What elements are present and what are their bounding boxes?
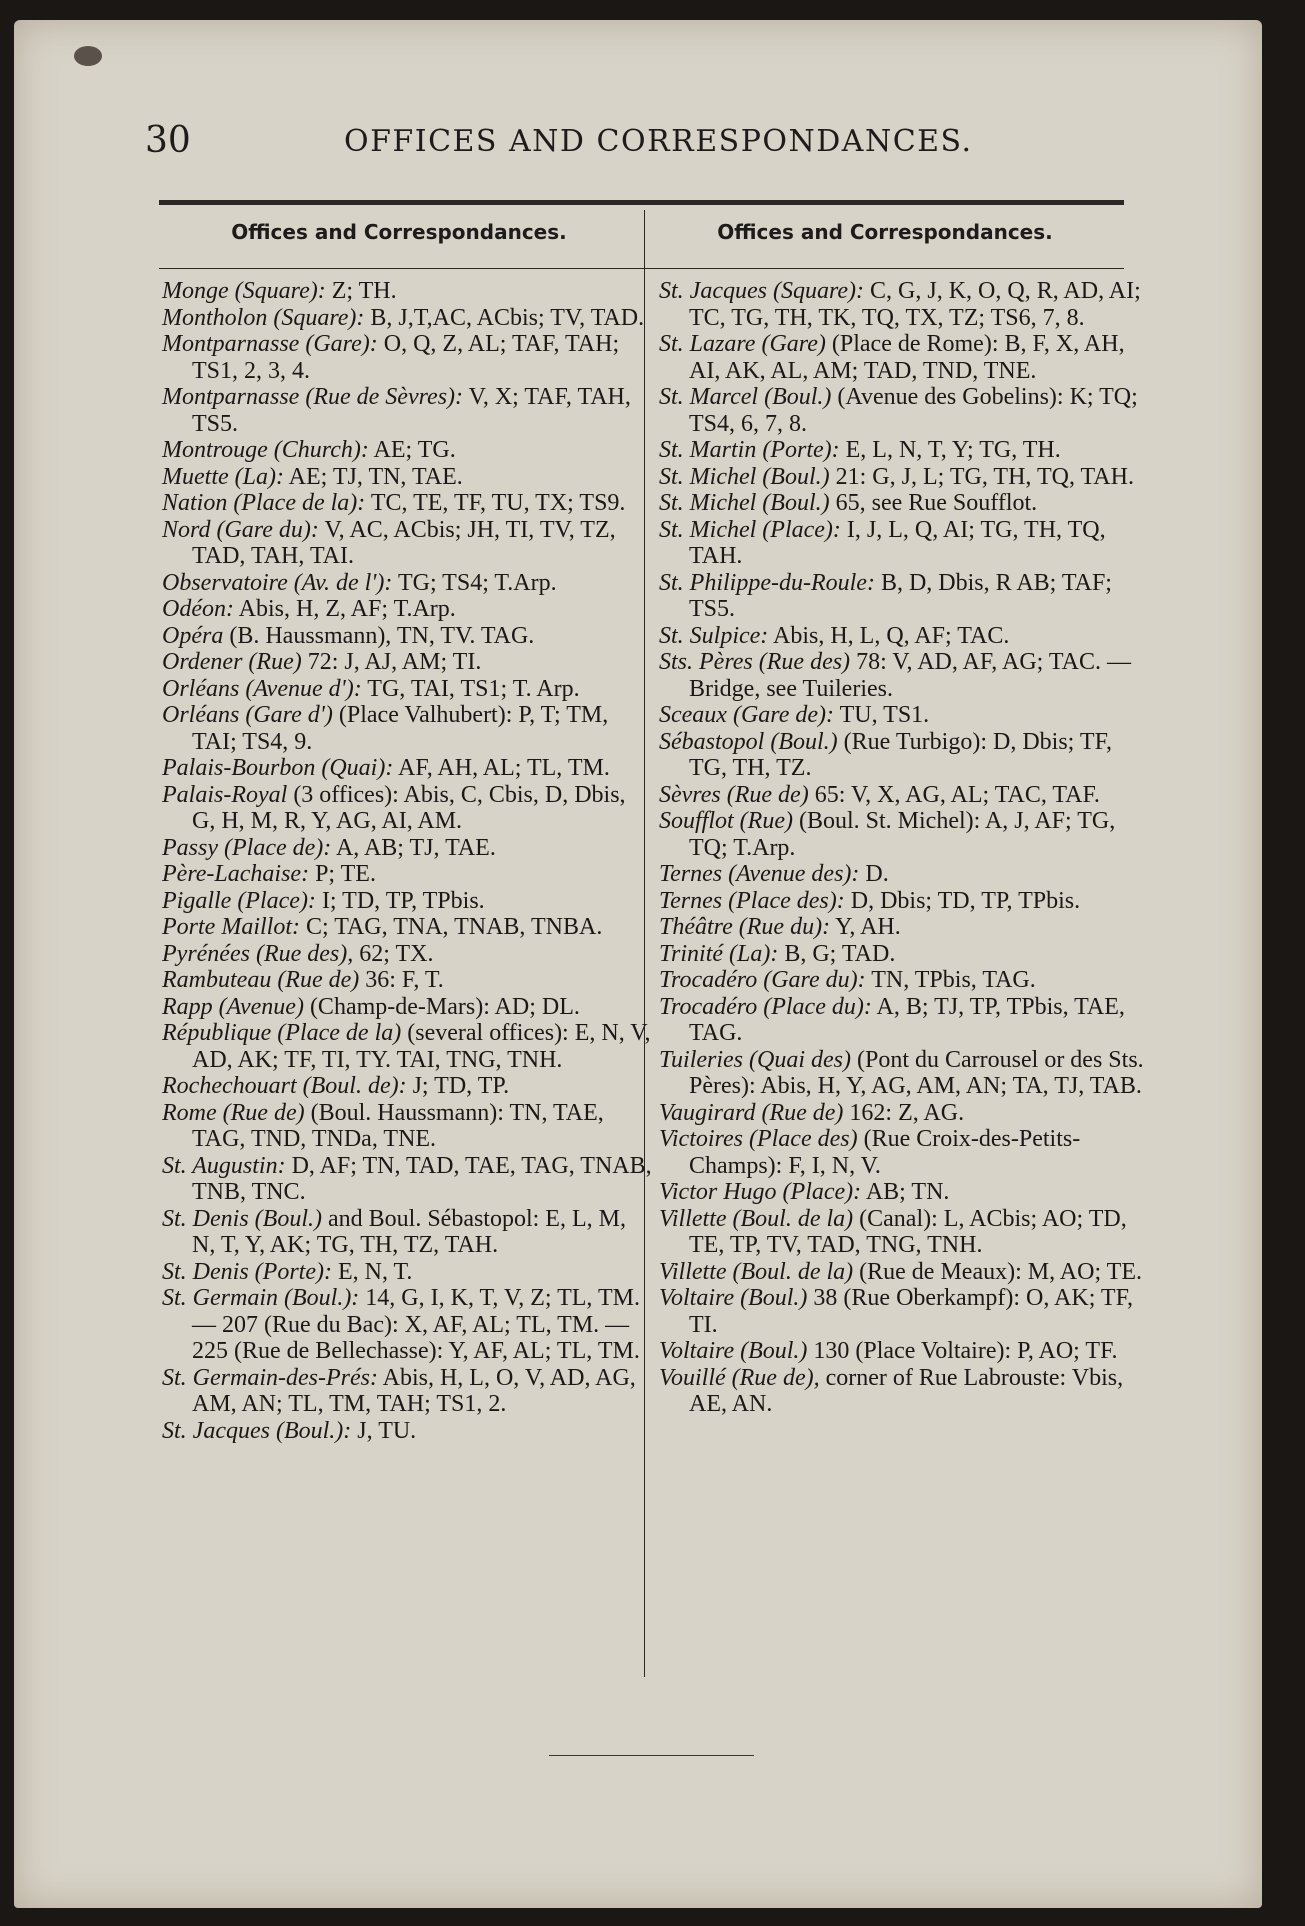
office-entry: [659, 1126, 1149, 1179]
office-entry: [162, 384, 652, 437]
office-name: St. Germain-des-Prés:: [162, 1364, 378, 1391]
office-entry: [659, 1338, 1149, 1365]
office-correspondances: (Boul. St. Michel): A, J, AF; TG, TQ; T.Arp.: [689, 808, 1116, 861]
office-name: Victoires (Place des): [659, 1126, 858, 1152]
office-entry: [659, 1179, 1149, 1206]
office-correspondances: AE; TJ, TN, TAE.: [283, 463, 463, 490]
office-correspondances: C, G, J, K, O, Q, R, AD, AI; TC, TG, TH, TK, TQ, TX, TZ; TS6, 7, 8.: [689, 278, 1141, 331]
office-entry: [659, 729, 1149, 782]
office-name: Vouillé (Rue de),: [659, 1364, 820, 1391]
office-correspondances: Abis, H, L, O, V, AD, AG, AM, AN; TL, TM, TAH; TS1, 2.: [192, 1364, 636, 1417]
office-entry: [162, 914, 652, 941]
office-entry: [659, 437, 1149, 464]
office-name: Passy (Place de):: [162, 834, 332, 861]
book-page: [14, 20, 1262, 1908]
office-correspondances: 36: F, T.: [359, 967, 444, 993]
office-correspondances: 162: Z, AG.: [843, 1099, 965, 1126]
office-entry: [162, 1418, 652, 1445]
office-entry: [162, 649, 652, 676]
office-correspondances: 65, see Rue Soufflot.: [829, 490, 1038, 516]
office-name: St. Philippe-du-Roule:: [659, 569, 875, 596]
office-entry: [162, 676, 652, 703]
office-name: Sèvres (Rue de): [659, 781, 809, 808]
office-name: Soufflot (Rue): [659, 808, 793, 834]
office-correspondances: V, X; TAF, TAH, TS5.: [192, 384, 631, 437]
office-name: St. Denis (Boul.): [162, 1205, 322, 1232]
office-name: St. Jacques (Square):: [659, 278, 865, 304]
office-correspondances: D, Dbis; TD, TP, TPbis.: [844, 887, 1081, 914]
office-correspondances: 65: V, X, AG, AL; TAC, TAF.: [808, 781, 1100, 808]
office-name: St. Michel (Boul.): [659, 490, 830, 516]
office-entry: [659, 888, 1149, 915]
office-entry: [659, 994, 1149, 1047]
office-correspondances: (Avenue des Gobelins): K; TQ; TS4, 6, 7, 8.: [689, 384, 1138, 437]
office-correspondances: A, B; TJ, TP, TPbis, TAE, TAG.: [689, 993, 1125, 1046]
office-entry: [162, 1206, 652, 1259]
office-correspondances: TC, TE, TF, TU, TX; TS9.: [365, 490, 626, 516]
office-correspondances: B, J,T,AC, ACbis; TV, TAD.: [364, 304, 645, 331]
office-entry: [659, 570, 1149, 623]
office-correspondances: 62; TX.: [353, 940, 434, 967]
office-entry: [659, 702, 1149, 729]
office-name: Montholon (Square):: [162, 304, 365, 331]
footer-rule: [549, 1755, 754, 1756]
office-correspondances: (3 offices): Abis, C, Cbis, D, Dbis, G, H, M, R, Y, AG, AI, AM.: [192, 781, 626, 834]
office-name: Sceaux (Gare de):: [659, 702, 835, 728]
office-correspondances: AF, AH, AL; TL, TM.: [393, 755, 610, 781]
office-correspondances: AB; TN.: [861, 1179, 950, 1205]
office-correspondances: Z; TH.: [325, 278, 397, 304]
office-entry: [162, 1259, 652, 1286]
office-entry: [659, 623, 1149, 650]
office-name: St. Marcel (Boul.): [659, 384, 832, 410]
office-name: Porte Maillot:: [162, 914, 300, 940]
office-name: Montparnasse (Rue de Sèvres):: [162, 384, 464, 410]
office-entry: [162, 782, 652, 835]
office-entry: [659, 1259, 1149, 1286]
office-correspondances: (Pont du Carrousel or des Sts. Pères): Abis, H, Y, AG, AM, AN; TA, TJ, TAB.: [689, 1046, 1144, 1099]
office-correspondances: 130 (Place Voltaire): P, AO; TF.: [807, 1338, 1118, 1364]
office-entry: [659, 967, 1149, 994]
office-name: Opéra: [162, 622, 224, 649]
office-correspondances: (Rue Croix-des-Petits-Champs): F, I, N, V.: [689, 1126, 1081, 1179]
office-correspondances: Abis, H, Z, AF; T.Arp.: [233, 596, 456, 622]
office-name: Ordener (Rue): [162, 649, 302, 675]
column-header-rule: [159, 268, 1124, 269]
office-name: St. Michel (Boul.): [659, 463, 830, 490]
office-name: Père-Lachaise:: [162, 861, 310, 887]
office-correspondances: (B. Haussmann), TN, TV. TAG.: [223, 622, 535, 649]
office-entry: [659, 1100, 1149, 1127]
office-name: Rambuteau (Rue de): [162, 967, 360, 993]
office-correspondances: D.: [859, 861, 889, 887]
office-correspondances: (several offices): E, N, V, AD, AK; TF, TI, TY. TAI, TNG, TNH.: [192, 1020, 651, 1073]
office-entry: [659, 517, 1149, 570]
office-correspondances: D, AF; TN, TAD, TAE, TAG, TNAB, TNB, TNC.: [192, 1152, 652, 1205]
office-name: Ternes (Place des):: [659, 887, 845, 914]
office-entry: [659, 808, 1149, 861]
office-name: Villette (Boul. de la): [659, 1258, 854, 1285]
office-correspondances: E, N, T.: [331, 1258, 413, 1285]
office-entry: [162, 437, 652, 464]
office-entry: [659, 1285, 1149, 1338]
office-correspondances: B, G; TAD.: [778, 940, 896, 967]
office-entry: [162, 464, 652, 491]
office-entry: [659, 941, 1149, 968]
office-entry: [162, 861, 652, 888]
office-correspondances: (Boul. Haussmann): TN, TAE, TAG, TND, TNDa, TNE.: [192, 1099, 604, 1152]
office-name: Victor Hugo (Place):: [659, 1179, 862, 1205]
office-entry: [162, 517, 652, 570]
office-correspondances: TN, TPbis, TAG.: [865, 967, 1036, 993]
office-correspondances: P; TE.: [309, 861, 376, 887]
office-entry: [162, 994, 652, 1021]
office-entry: [162, 888, 652, 915]
office-entry: [659, 861, 1149, 888]
office-correspondances: (Champ-de-Mars): AD; DL.: [303, 993, 580, 1020]
office-name: Montrouge (Church):: [162, 437, 369, 463]
office-entry: [162, 305, 652, 332]
office-entry: [659, 278, 1149, 331]
office-name: Rochechouart (Boul. de):: [162, 1073, 407, 1099]
office-name: République (Place de la): [162, 1020, 402, 1046]
office-entry: [659, 464, 1149, 491]
office-entry: [162, 1020, 652, 1073]
page-number: 30: [145, 120, 191, 161]
office-correspondances: A, AB; TJ, TAE.: [331, 834, 496, 861]
running-head: OFFICES AND CORRESPONDANCES.: [344, 124, 973, 159]
office-entry: [162, 835, 652, 862]
office-entry: [659, 331, 1149, 384]
office-entry: [162, 702, 652, 755]
office-correspondances: I; TD, TP, TPbis.: [315, 887, 485, 914]
office-name: Muette (La):: [162, 463, 284, 490]
office-correspondances: 38 (Rue Oberkampf): O, AK; TF, TI.: [689, 1285, 1134, 1338]
left-column-header: Offices and Correspondances.: [231, 220, 567, 244]
office-correspondances: J; TD, TP.: [406, 1073, 510, 1099]
office-name: Trocadéro (Place du):: [659, 993, 872, 1020]
office-name: Vaugirard (Rue de): [659, 1099, 844, 1126]
office-correspondances: I, J, L, Q, AI; TG, TH, TQ, TAH.: [689, 516, 1106, 569]
office-name: Odéon:: [162, 596, 234, 622]
office-entry: [162, 623, 652, 650]
office-entry: [162, 570, 652, 597]
office-entry: [162, 596, 652, 623]
right-column: [659, 278, 1149, 1418]
office-correspondances: (Canal): L, ACbis; AO; TD, TE, TP, TV, TAD, TNG, TNH.: [689, 1205, 1127, 1258]
office-correspondances: (Place de Rome): B, F, X, AH, AI, AK, AL, AM; TAD, TND, TNE.: [689, 331, 1125, 384]
office-name: Observatoire (Av. de l'):: [162, 569, 393, 596]
office-name: Trocadéro (Gare du):: [659, 967, 866, 993]
header-rule: [159, 200, 1124, 205]
office-entry: [162, 331, 652, 384]
office-entry: [659, 490, 1149, 517]
office-correspondances: and Boul. Sébastopol: E, L, M, N, T, Y, AK; TG, TH, TZ, TAH.: [192, 1205, 626, 1258]
office-correspondances: (Rue de Meaux): M, AO; TE.: [853, 1258, 1142, 1285]
office-correspondances: 14, G, I, K, T, V, Z; TL, TM. — 207 (Rue du Bac): X, AF, AL; TL, TM. — 225 (Rue de Bellechasse): Y, AF, AL; TL, TM.: [192, 1285, 640, 1364]
office-entry: [162, 278, 652, 305]
office-correspondances: B, D, Dbis, R AB; TAF; TS5.: [689, 569, 1112, 622]
office-name: Tuileries (Quai des): [659, 1046, 851, 1073]
office-correspondances: 72: J, AJ, AM; TI.: [301, 649, 482, 675]
office-name: St. Sulpice:: [659, 622, 769, 649]
office-correspondances: AE; TG.: [368, 437, 456, 463]
office-name: St. Michel (Place):: [659, 516, 841, 543]
office-entry: [659, 649, 1149, 702]
office-name: Ternes (Avenue des):: [659, 861, 860, 887]
office-name: St. Jacques (Boul.):: [162, 1417, 352, 1444]
office-entry: [162, 967, 652, 994]
office-entry: [162, 1073, 652, 1100]
office-name: Orléans (Avenue d'):: [162, 675, 362, 702]
office-entry: [162, 941, 652, 968]
office-correspondances: (Place Valhubert): P, T; TM, TAI; TS4, 9.: [192, 702, 609, 755]
office-name: Nation (Place de la):: [162, 490, 366, 516]
office-correspondances: 21: G, J, L; TG, TH, TQ, TAH.: [829, 463, 1134, 490]
office-correspondances: C; TAG, TNA, TNAB, TNBA.: [299, 914, 603, 940]
office-entry: [162, 755, 652, 782]
office-name: Montparnasse (Gare):: [162, 331, 378, 357]
office-correspondances: Y, AH.: [830, 914, 901, 940]
office-correspondances: TG; TS4; T.Arp.: [392, 569, 557, 596]
office-name: St. Denis (Porte):: [162, 1258, 332, 1285]
office-name: St. Martin (Porte):: [659, 437, 840, 463]
office-correspondances: TU, TS1.: [834, 702, 930, 728]
office-correspondances: (Rue Turbigo): D, Dbis; TF, TG, TH, TZ.: [689, 728, 1112, 781]
office-name: Nord (Gare du):: [162, 516, 319, 543]
office-name: Sts. Pères (Rue des): [659, 649, 851, 675]
office-name: Pyrénées (Rue des),: [162, 940, 354, 967]
office-entry: [659, 384, 1149, 437]
office-name: Sébastopol (Boul.): [659, 728, 838, 755]
left-column: [162, 278, 652, 1444]
office-entry: [162, 1100, 652, 1153]
office-name: Trinité (La):: [659, 940, 779, 967]
office-name: Voltaire (Boul.): [659, 1338, 808, 1364]
office-entry: [659, 1206, 1149, 1259]
office-correspondances: TG, TAI, TS1; T. Arp.: [361, 675, 580, 702]
office-entry: [659, 1365, 1149, 1418]
office-name: Voltaire (Boul.): [659, 1285, 808, 1311]
office-name: St. Augustin:: [162, 1152, 286, 1179]
office-name: Monge (Square):: [162, 278, 326, 304]
office-correspondances: corner of Rue Labrouste: Vbis, AE, AN.: [689, 1364, 1124, 1417]
office-name: St. Lazare (Gare): [659, 331, 826, 357]
office-entry: [659, 914, 1149, 941]
office-name: Orléans (Gare d'): [162, 702, 333, 728]
office-entry: [659, 782, 1149, 809]
office-entry: [162, 1285, 652, 1365]
office-entry: [162, 1153, 652, 1206]
office-correspondances: E, L, N, T, Y; TG, TH.: [839, 437, 1061, 463]
office-name: Théâtre (Rue du):: [659, 914, 831, 940]
right-column-header: Offices and Correspondances.: [717, 220, 1053, 244]
office-entry: [162, 490, 652, 517]
office-name: Palais-Bourbon (Quai):: [162, 755, 394, 781]
office-correspondances: 78: V, AD, AF, AG; TAC. — Bridge, see Tuileries.: [689, 649, 1131, 702]
office-correspondances: J, TU.: [351, 1417, 417, 1444]
office-name: St. Germain (Boul.):: [162, 1285, 360, 1311]
office-name: Villette (Boul. de la): [659, 1205, 854, 1232]
office-name: Palais-Royal: [162, 781, 288, 808]
office-entry: [162, 1365, 652, 1418]
ink-stain: [74, 46, 102, 66]
office-correspondances: O, Q, Z, AL; TAF, TAH; TS1, 2, 3, 4.: [192, 331, 620, 384]
office-name: Rome (Rue de): [162, 1099, 305, 1126]
office-name: Pigalle (Place):: [162, 887, 316, 914]
office-correspondances: V, AC, ACbis; JH, TI, TV, TZ, TAD, TAH, TAI.: [192, 516, 616, 569]
office-correspondances: Abis, H, L, Q, AF; TAC.: [768, 622, 1010, 649]
office-entry: [659, 1047, 1149, 1100]
office-name: Rapp (Avenue): [162, 993, 304, 1020]
